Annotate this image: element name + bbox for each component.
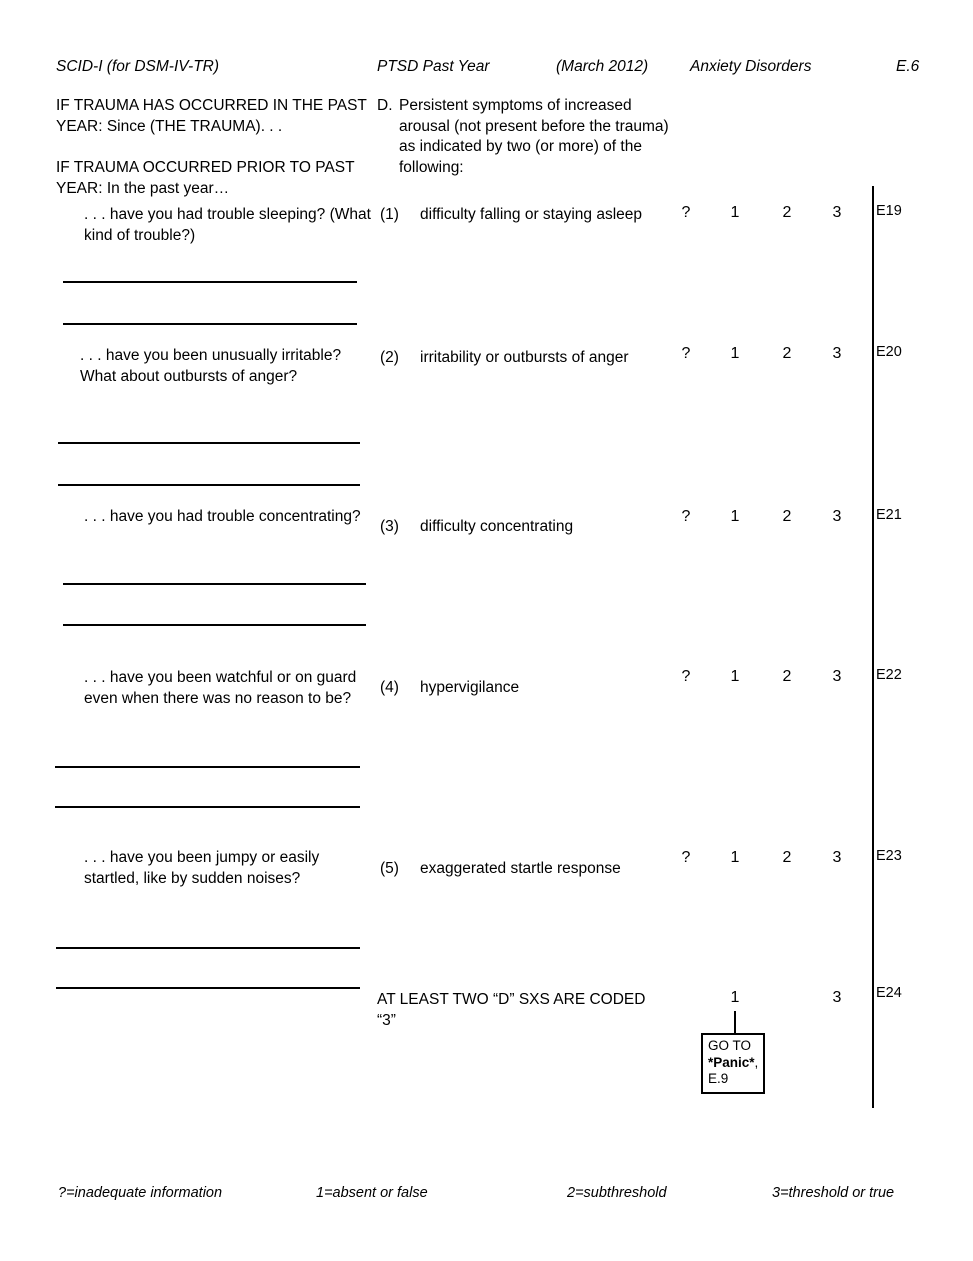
rating-option-3[interactable]: 3 <box>832 849 842 866</box>
legend-threshold: 3=threshold or true <box>772 1185 895 1201</box>
rating-option-unknown[interactable]: ? <box>681 668 691 685</box>
write-in-line[interactable] <box>58 442 360 444</box>
ecode-label: E23 <box>876 848 902 864</box>
probe-question-3: . . . have you had trouble concentrating? <box>84 508 361 525</box>
item-text: difficulty concentrating <box>420 518 574 535</box>
rating-option-2[interactable]: 2 <box>782 508 792 525</box>
item-text: difficulty falling or staying asleep <box>420 206 643 223</box>
conditional-stem-prior-year: IF TRAUMA OCCURRED PRIOR TO PAST YEAR: In the past year… <box>56 159 355 197</box>
symptom-item-4 <box>380 678 670 699</box>
write-in-line[interactable] <box>56 987 360 989</box>
rating-option-1[interactable]: 1 <box>730 204 740 221</box>
item-text: hypervigilance <box>420 679 520 696</box>
probe-question-2: . . . have you been unusually irritable? What about outbursts of anger? <box>80 347 342 385</box>
header-module: PTSD Past Year <box>377 58 490 75</box>
symptom-item-2 <box>380 348 670 369</box>
criterion-d-letter: D. <box>377 97 393 114</box>
symptom-item-3 <box>380 517 670 538</box>
criterion-d-block <box>377 96 677 178</box>
goto-label: GO TO <box>708 1038 752 1053</box>
probe-question-5: . . . have you been jumpy or easily startled, like by sudden noises? <box>84 849 320 887</box>
write-in-line[interactable] <box>58 484 360 486</box>
rating-option-unknown[interactable]: ? <box>681 508 691 525</box>
item-number: (4) <box>380 679 399 696</box>
write-in-line[interactable] <box>63 281 357 283</box>
legend-absent: 1=absent or false <box>316 1185 428 1201</box>
rating-option-unknown[interactable]: ? <box>681 345 691 362</box>
ecode-label: E22 <box>876 667 902 683</box>
rating-option-unknown[interactable]: ? <box>681 204 691 221</box>
rating-option-2[interactable]: 2 <box>782 204 792 221</box>
write-in-line[interactable] <box>55 806 360 808</box>
goto-target <box>708 1055 758 1072</box>
summary-rating-option-3[interactable]: 3 <box>832 989 842 1006</box>
write-in-line[interactable] <box>63 323 357 325</box>
summary-criterion-text: AT LEAST TWO “D” SXS ARE CODED “3” <box>377 991 646 1029</box>
rating-option-3[interactable]: 3 <box>832 345 842 362</box>
legend-unknown: ?=inadequate information <box>58 1185 223 1201</box>
probe-question-4: . . . have you been watchful or on guard even when there was no reason to be? <box>84 669 357 707</box>
rating-option-3[interactable]: 3 <box>832 508 842 525</box>
symptom-item-5 <box>380 859 670 880</box>
rating-option-1[interactable]: 1 <box>730 849 740 866</box>
write-in-line[interactable] <box>63 624 366 626</box>
write-in-line[interactable] <box>63 583 366 585</box>
ecode-label: E24 <box>876 985 902 1001</box>
criterion-d-text: Persistent symptoms of increased arousal (not present before the trauma) as indicated by two (or more) of the following: <box>399 97 669 176</box>
item-number: (1) <box>380 206 399 223</box>
summary-rating-option-1[interactable]: 1 <box>730 989 740 1006</box>
ecode-gutter-rule <box>872 186 874 1108</box>
write-in-line[interactable] <box>56 947 360 949</box>
header-page-number: E.6 <box>896 58 920 75</box>
goto-target-name: *Panic* <box>708 1054 755 1070</box>
rating-option-3[interactable]: 3 <box>832 668 842 685</box>
item-number: (3) <box>380 518 399 535</box>
item-number: (2) <box>380 349 399 366</box>
conditional-stem-past-year: IF TRAUMA HAS OCCURRED IN THE PAST YEAR: Since (THE TRAUMA). . . <box>56 97 367 135</box>
rating-option-2[interactable]: 2 <box>782 668 792 685</box>
rating-option-2[interactable]: 2 <box>782 345 792 362</box>
item-number: (5) <box>380 860 399 877</box>
item-text: irritability or outbursts of anger <box>420 349 629 366</box>
header-version: (March 2012) <box>556 58 649 75</box>
goto-target-comma: , <box>754 1054 759 1070</box>
ecode-label: E20 <box>876 344 902 360</box>
rating-option-3[interactable]: 3 <box>832 204 842 221</box>
symptom-item-1 <box>380 205 670 226</box>
write-in-line[interactable] <box>55 766 360 768</box>
header-section: Anxiety Disorders <box>690 58 812 75</box>
header-instrument: SCID-I (for DSM-IV-TR) <box>56 58 220 75</box>
rating-option-2[interactable]: 2 <box>782 849 792 866</box>
goto-connector-line <box>734 1011 736 1033</box>
goto-panic-box[interactable] <box>701 1033 765 1094</box>
rating-option-unknown[interactable]: ? <box>681 849 691 866</box>
rating-option-1[interactable]: 1 <box>730 345 740 362</box>
legend-subthreshold: 2=subthreshold <box>567 1185 667 1201</box>
probe-question-1: . . . have you had trouble sleeping? (What kind of trouble?) <box>84 206 371 244</box>
item-text: exaggerated startle response <box>420 860 621 877</box>
rating-option-1[interactable]: 1 <box>730 508 740 525</box>
ecode-label: E19 <box>876 203 902 219</box>
ecode-label: E21 <box>876 507 902 523</box>
rating-option-1[interactable]: 1 <box>730 668 740 685</box>
goto-target-page: E.9 <box>708 1071 729 1086</box>
